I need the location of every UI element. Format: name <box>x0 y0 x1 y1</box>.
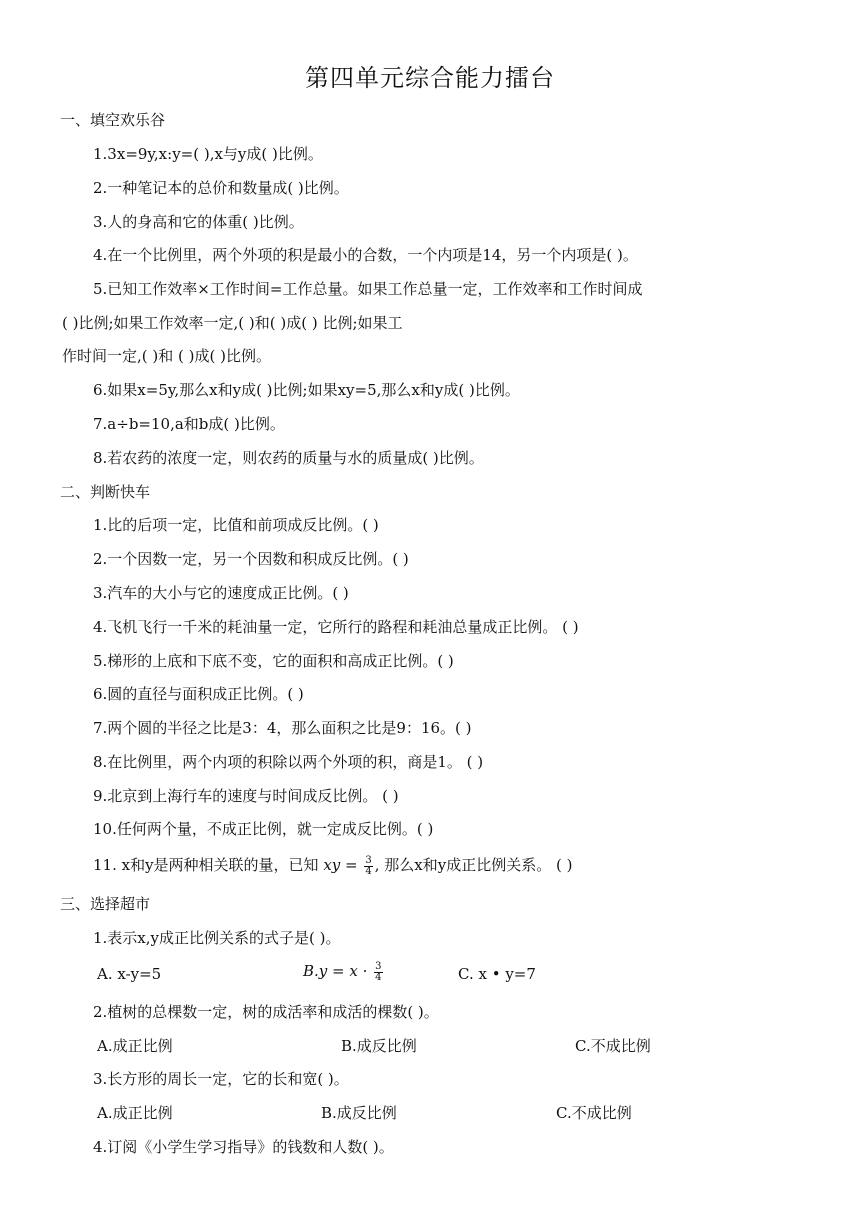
question-1-7: 7.a÷b=10,a和b成( )比例。 <box>93 415 285 433</box>
question-1-3: 3.人的身高和它的体重( )比例。 <box>93 213 304 231</box>
choice-3-1-a: A. x-y=5 <box>97 965 162 983</box>
question-3-4: 4.订阅《小学生学习指导》的钱数和人数( )。 <box>93 1138 394 1156</box>
choice-3-3-b: B.成反比例 <box>321 1104 397 1122</box>
question-1-5-line-2: ( )比例;如果工作效率一定,( )和( )成( ) 比例;如果工 <box>62 314 403 332</box>
question-3-2: 2.植树的总棵数一定，树的成活率和成活的棵数( )。 <box>93 1003 439 1021</box>
fraction-denominator: 4 <box>365 865 372 877</box>
math-expression: xy = <box>323 856 358 874</box>
question-2-5: 5.梯形的上底和下底不变，它的面积和高成正比例。( ) <box>93 652 454 670</box>
question-1-6: 6.如果x=5y,那么x和y成( )比例;如果xy=5,那么x和y成( )比例。 <box>93 381 520 399</box>
section-heading-choice: 三、选择超市 <box>60 895 151 913</box>
page-title: 第四单元综合能力擂台 <box>305 64 555 92</box>
fraction <box>374 962 382 983</box>
fraction-numerator: 3 <box>365 854 372 866</box>
fraction-numerator: 3 <box>375 960 382 972</box>
question-2-8: 8.在比例里，两个内项的积除以两个外项的积，商是1。 ( ) <box>93 753 484 771</box>
question-2-1: 1.比的后项一定，比值和前项成反比例。( ) <box>93 516 379 534</box>
question-2-9: 9.北京到上海行车的速度与时间成反比例。 ( ) <box>93 787 399 805</box>
choice-3-3-c: C.不成比例 <box>556 1104 632 1122</box>
question-2-10: 10.任何两个量，不成正比例，就一定成反比例。( ) <box>93 820 434 838</box>
choice-3-1-b <box>303 961 385 983</box>
question-2-3: 3.汽车的大小与它的速度成正比例。( ) <box>93 584 349 602</box>
choice-3-2-a: A.成正比例 <box>97 1037 173 1055</box>
fraction <box>364 856 372 877</box>
question-2-11-text-a: 11. x和y是两种相关联的量，已知 <box>93 856 324 874</box>
question-3-3: 3.长方形的周长一定，它的长和宽( )。 <box>93 1070 349 1088</box>
question-2-4: 4.飞机飞行一千米的耗油量一定，它所行的路程和耗油总量成正比例。 ( ) <box>93 618 579 636</box>
question-2-2: 2.一个因数一定，另一个因数和积成反比例。( ) <box>93 550 409 568</box>
question-2-11-text-b: , 那么x和y成正比例关系。 ( ) <box>374 856 573 874</box>
fraction-denominator: 4 <box>375 971 382 983</box>
choice-3-3-a: A.成正比例 <box>97 1104 173 1122</box>
choice-3-2-b: B.成反比例 <box>341 1037 417 1055</box>
question-1-8: 8.若农药的浓度一定，则农药的质量与水的质量成( )比例。 <box>93 449 484 467</box>
choice-b-expression: B.y = x · <box>303 962 368 980</box>
choice-3-1-c: C. x • y=7 <box>458 965 536 983</box>
question-2-7: 7.两个圆的半径之比是3：4，那么面积之比是9：16。( ) <box>93 719 472 737</box>
question-3-1: 1.表示x,y成正比例关系的式子是( )。 <box>93 929 341 947</box>
section-heading-fill: 一、填空欢乐谷 <box>60 111 166 129</box>
question-2-6: 6.圆的直径与面积成正比例。( ) <box>93 685 304 703</box>
choice-3-2-c: C.不成比例 <box>575 1037 651 1055</box>
question-1-5-line-3: 作时间一定,( )和 ( )成( )比例。 <box>62 347 271 365</box>
question-1-1: 1.3x=9y,x:y=( ),x与y成( )比例。 <box>93 145 323 163</box>
question-1-4: 4.在一个比例里，两个外项的积是最小的合数，一个内项是14，另一个内项是( )。 <box>93 246 638 264</box>
question-1-5-line-1: 5.已知工作效率×工作时间=工作总量。如果工作总量一定，工作效率和工作时间成 <box>93 280 643 298</box>
question-2-11 <box>93 855 572 877</box>
section-heading-judge: 二、判断快车 <box>60 483 151 501</box>
question-1-2: 2.一种笔记本的总价和数量成( )比例。 <box>93 179 349 197</box>
